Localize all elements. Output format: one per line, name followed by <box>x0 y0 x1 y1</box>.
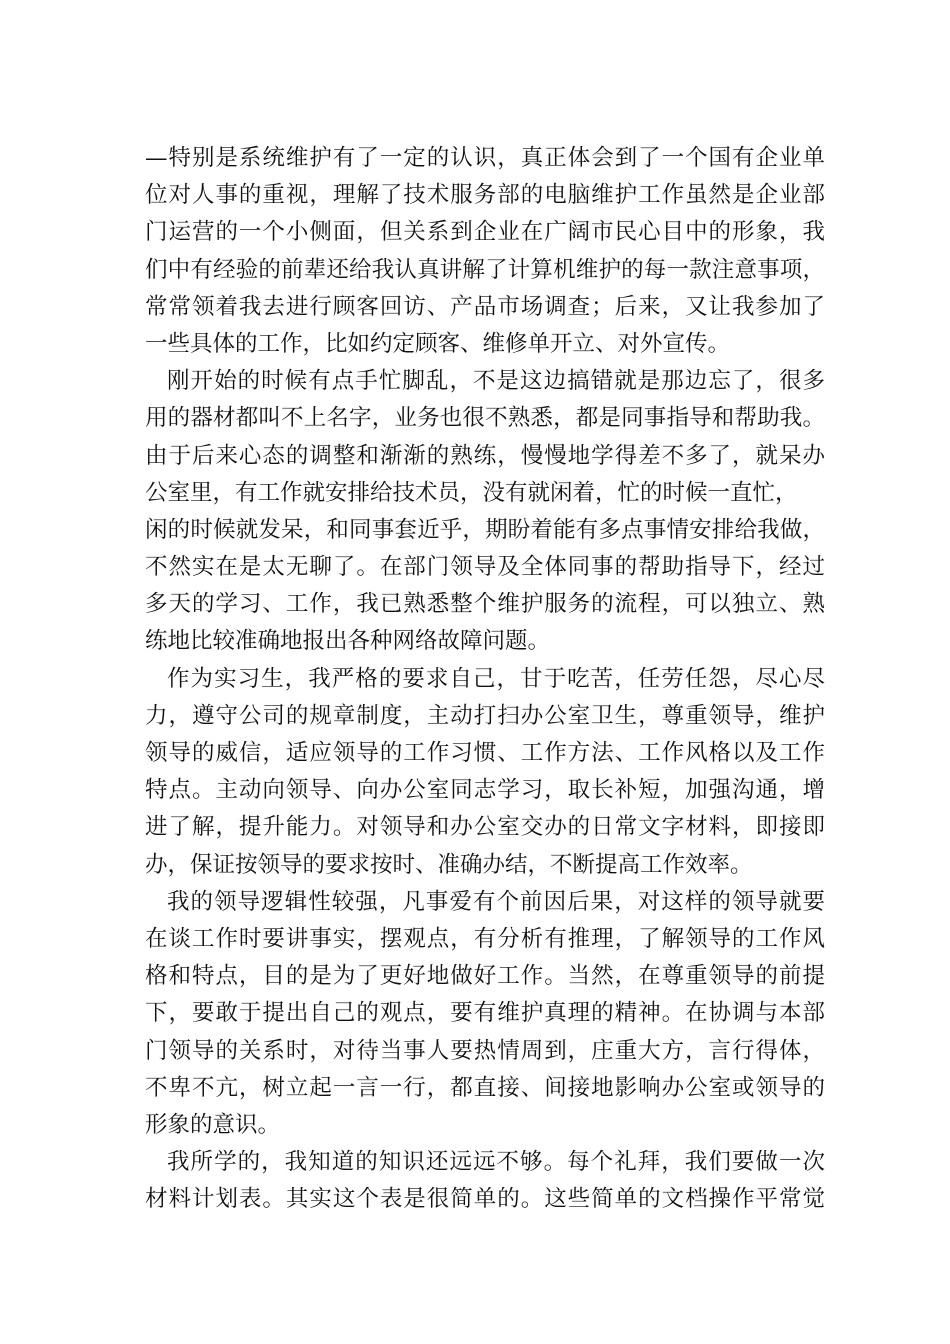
text-line: 作为实习生，我严格的要求自己，甘于吃苦，任劳任怨，尽心尽 <box>167 665 825 692</box>
text-line: 力，遵守公司的规章制度，主动打扫办公室卫生，尊重领导，维护 <box>145 702 825 729</box>
text-line: 材料计划表。其实这个表是很简单的。这些简单的文档操作平常觉 <box>145 1186 825 1213</box>
text-line: 一些具体的工作，比如约定顾客、维修单开立、对外宣传。 <box>145 330 731 357</box>
text-line: 多天的学习、工作，我已熟悉整个维护服务的流程，可以独立、熟 <box>145 591 825 618</box>
text-line: 领导的威信，适应领导的工作习惯、工作方法、工作风格以及工作 <box>145 740 825 766</box>
text-line: 我所学的，我知道的知识还远远不够。每个礼拜，我们要做一次 <box>167 1149 825 1176</box>
text-line: —特别是系统维护有了一定的认识，真正体会到了一个国有企业单 <box>145 145 825 171</box>
text-line: 不卑不亢，树立起一言一行，都直接、间接地影响办公室或领导的 <box>145 1074 825 1101</box>
text-line: 练地比较准确地报出各种网络故障问题。 <box>145 628 551 655</box>
text-line: 不然实在是太无聊了。在部门领导及全体同事的帮助指导下，经过 <box>145 554 825 581</box>
text-line: 形象的意识。 <box>145 1111 281 1138</box>
text-line: 门运营的一个小侧面，但关系到企业在广阔市民心目中的形象，我 <box>145 219 825 246</box>
text-line: 常常领着我去进行顾客回访、产品市场调查；后来，又让我参加了 <box>145 293 825 320</box>
text-line: 们中有经验的前辈还给我认真讲解了计算机维护的每一款注意事项， <box>145 256 825 283</box>
text-line: 门领导的关系时，对待当事人要热情周到，庄重大方，言行得体， <box>145 1037 825 1064</box>
document-body <box>145 140 825 1218</box>
text-line: 进了解，提升能力。对领导和办公室交办的日常文字材料，即接即 <box>145 814 825 841</box>
text-line: 闲的时候就发呆，和同事套近乎，期盼着能有多点事情安排给我做， <box>145 516 825 543</box>
text-line: 我的领导逻辑性较强，凡事爱有个前因后果，对这样的领导就要 <box>167 888 825 915</box>
text-line: 由于后来心态的调整和渐渐的熟练，慢慢地学得差不多了，就呆办 <box>145 442 825 469</box>
text-line: 位对人事的重视，理解了技术服务部的电脑维护工作虽然是企业部 <box>145 182 825 209</box>
text-line: 公室里，有工作就安排给技术员，没有就闲着，忙的时候一直忙， <box>145 479 798 506</box>
text-line: 在谈工作时要讲事实，摆观点，有分析有推理，了解领导的工作风 <box>145 925 825 952</box>
text-line: 办，保证按领导的要求按时、准确办结，不断提高工作效率。 <box>145 851 753 878</box>
text-line: 用的器材都叫不上名字，业务也很不熟悉，都是同事指导和帮助我。 <box>145 405 825 432</box>
text-line: 格和特点，目的是为了更好地做好工作。当然，在尊重领导的前提 <box>145 963 825 990</box>
text-line: 刚开始的时候有点手忙脚乱，不是这边搞错就是那边忘了，很多 <box>167 368 825 395</box>
text-line: 特点。主动向领导、向办公室同志学习，取长补短，加强沟通，增 <box>145 777 825 804</box>
text-line: 下，要敢于提出自己的观点，要有维护真理的精神。在协调与本部 <box>145 1000 825 1027</box>
